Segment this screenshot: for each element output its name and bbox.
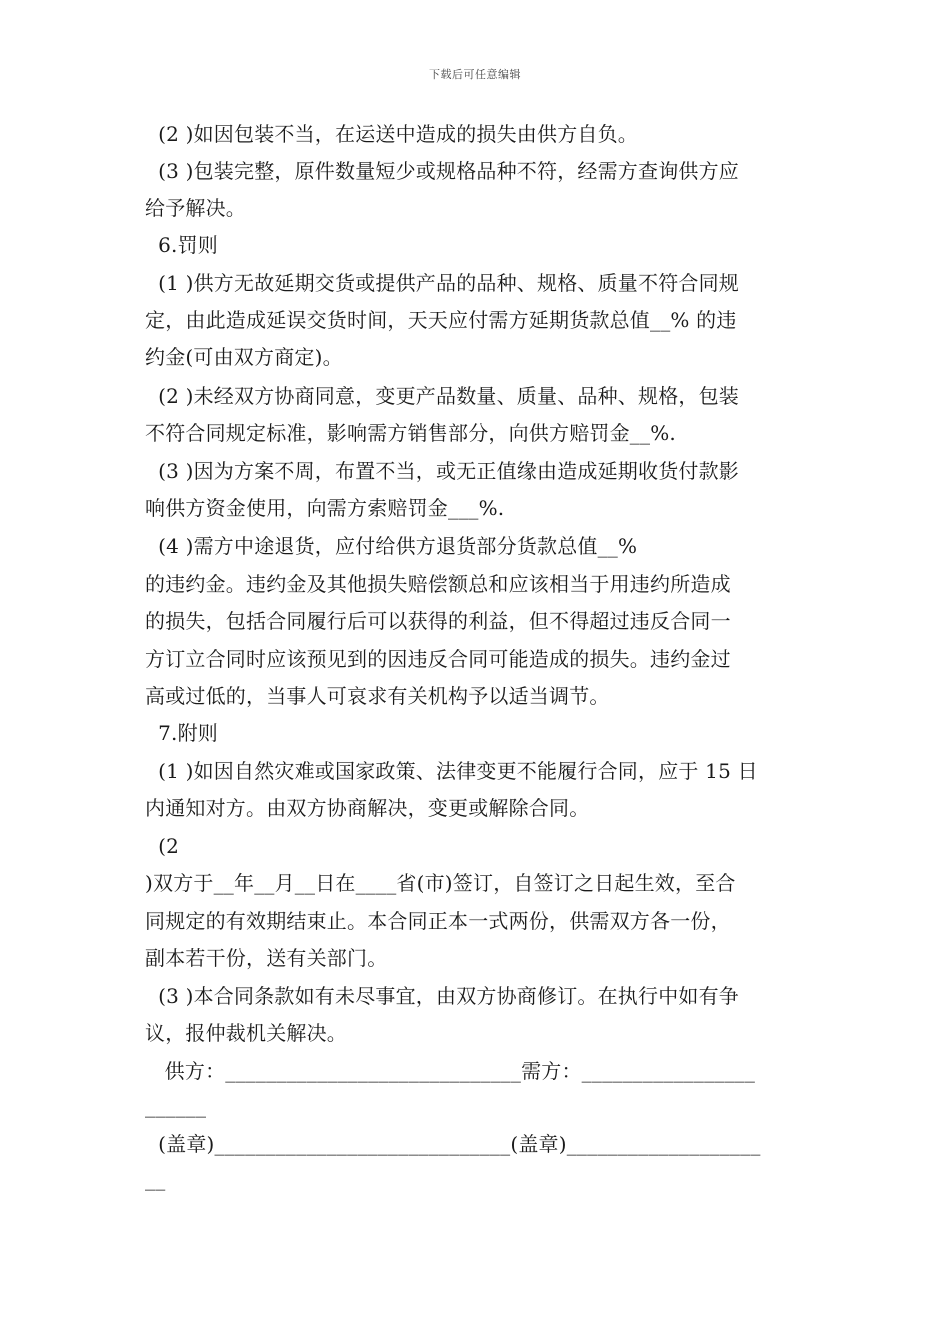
text-line: 议，报仲裁机关解决。 <box>145 1021 347 1045</box>
text-line: 的损失，包括合同履行后可以获得的利益，但不得超过违反合同一 <box>145 609 731 633</box>
text-line: (4 )需方中途退货，应付给供方退货部分货款总值__% <box>145 534 638 558</box>
section-heading: 7.附则 <box>145 721 218 745</box>
text-line: (3 )本合同条款如有未尽事宜，由双方协商修订。在执行中如有争 <box>145 984 740 1008</box>
text-line: 同规定的有效期结束止。本合同正本一式两份，供需双方各一份， <box>145 909 731 933</box>
text-line: )双方于__年__月__日在____省(市)签订，自签订之日起生效，至合 <box>145 871 736 895</box>
text-line: (2 <box>145 834 180 858</box>
text-line: 给予解决。 <box>145 196 246 220</box>
seal-line: (盖章)_____________________________(盖章)___________________ <box>145 1132 761 1156</box>
text-line: 高或过低的，当事人可哀求有关机构予以适当调节。 <box>145 684 610 708</box>
text-line: (1 )供方无故延期交货或提供产品的品种、规格、质量不符合同规 <box>145 271 740 295</box>
text-line: 响供方资金使用，向需方索赔罚金___%. <box>145 496 505 520</box>
signature-supplier-line-cont: ______ <box>145 1094 207 1118</box>
text-line: (3 )包装完整，原件数量短少或规格品种不符，经需方查询供方应 <box>145 159 740 183</box>
text-line: 定，由此造成延误交货时间，天天应付需方延期货款总值__% 的违 <box>145 308 737 332</box>
seal-line-cont: __ <box>145 1167 166 1191</box>
page-header: 下载后可任意编辑 <box>429 68 521 81</box>
text-line: 约金(可由双方商定)。 <box>145 345 343 369</box>
text-line: (2 )如因包装不当，在运送中造成的损失由供方自负。 <box>145 122 639 146</box>
text-line: (3 )因为方案不周，布置不当，或无正值缘由造成延期收货付款影 <box>145 459 740 483</box>
text-line: 的违约金。违约金及其他损失赔偿额总和应该相当于用违约所造成 <box>145 572 731 596</box>
signature-supplier-line: 供方：_____________________________需方：_________________ <box>145 1059 756 1083</box>
text-line: (2 )未经双方协商同意，变更产品数量、质量、品种、规格，包装 <box>145 384 740 408</box>
text-line: 内通知对方。由双方协商解决，变更或解除合同。 <box>145 796 590 820</box>
text-line: 不符合同规定标准，影响需方销售部分，向供方赔罚金__%. <box>145 421 676 445</box>
text-line: 副本若干份，送有关部门。 <box>145 946 388 970</box>
text-line: (1 )如因自然灾难或国家政策、法律变更不能履行合同，应于 15 日 <box>145 759 758 783</box>
text-line: 方订立合同时应该预见到的因违反合同可能造成的损失。违约金过 <box>145 647 731 671</box>
section-heading: 6.罚则 <box>145 233 218 257</box>
